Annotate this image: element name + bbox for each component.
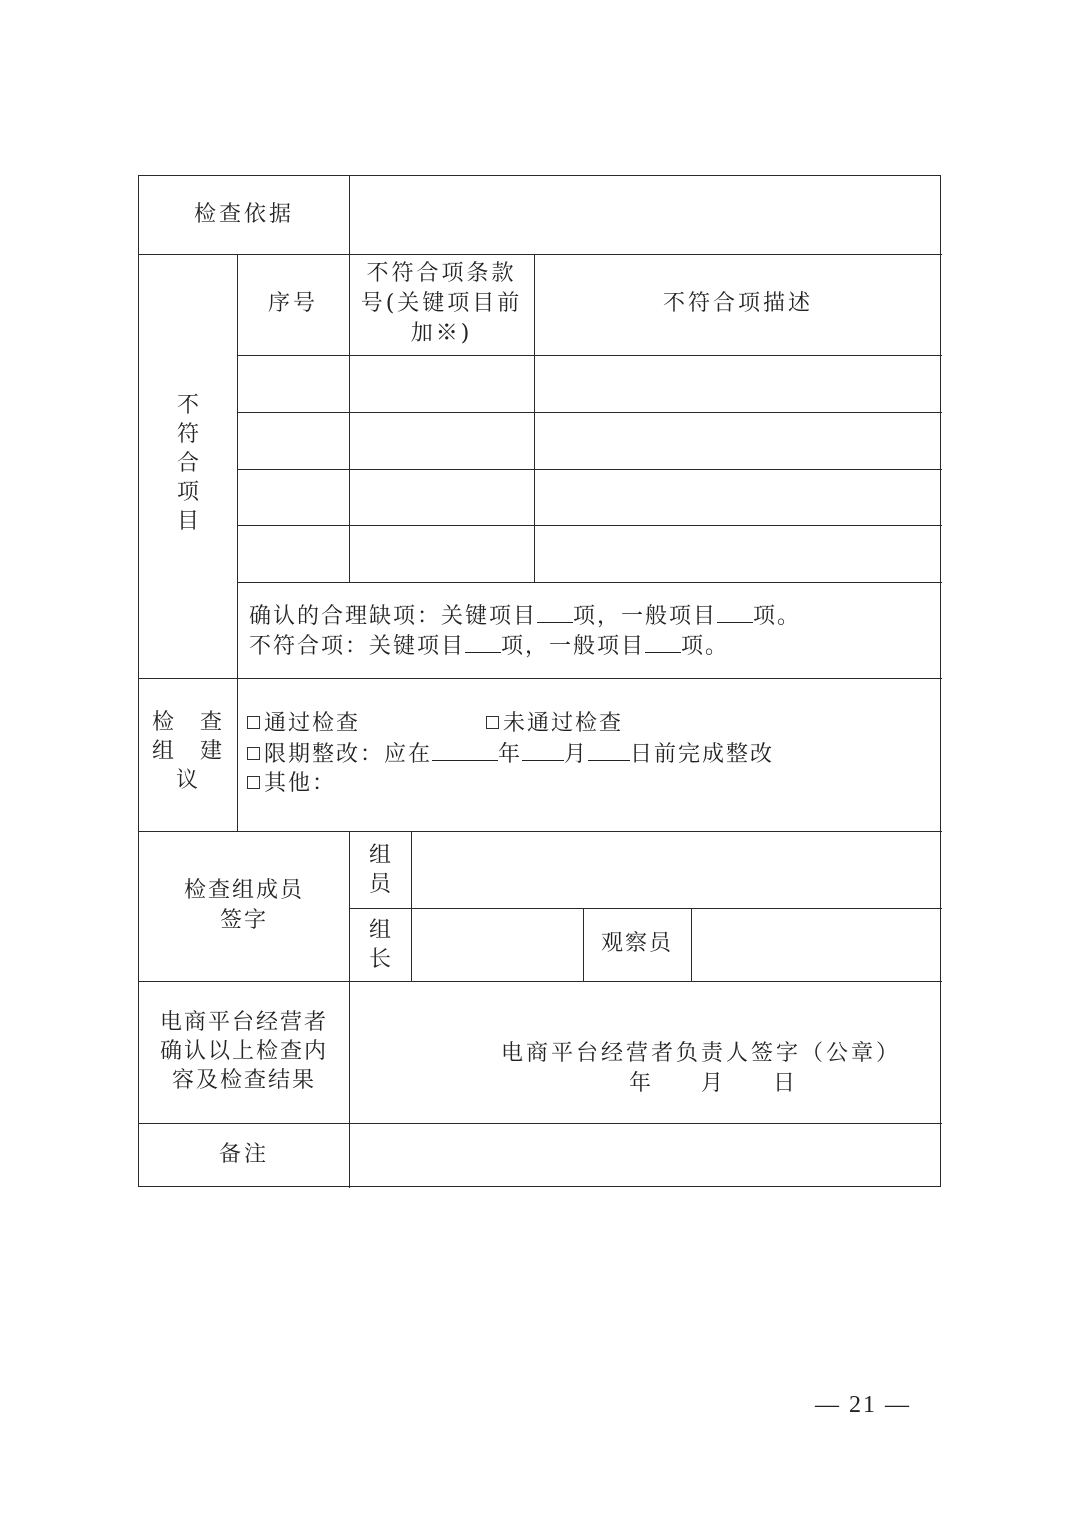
option-pass[interactable]: 通过检查 (247, 711, 360, 736)
summary-line-2: 不符合项：关键项目 项，一般项目 项。 (249, 630, 729, 662)
remarks-field[interactable] (351, 1125, 940, 1186)
table-cell[interactable] (239, 527, 347, 581)
member-label: 组 员 (368, 843, 391, 897)
leader-label: 组 长 (368, 918, 391, 972)
observer-label: 观察员 (600, 931, 673, 956)
blank-field[interactable] (522, 738, 564, 761)
row-divider (237, 582, 942, 583)
leader-sign-field[interactable] (413, 910, 581, 979)
option-other[interactable]: 其他： (247, 769, 774, 798)
inspection-form-table (138, 175, 941, 1187)
table-cell[interactable] (536, 357, 940, 411)
blank-field[interactable] (645, 630, 681, 653)
operator-sign-area[interactable] (351, 983, 940, 1121)
blank-field[interactable] (465, 630, 501, 653)
advice-label: 检 查 组 建 议 (151, 710, 224, 793)
option-fail[interactable]: 未通过检查 (486, 711, 623, 736)
basis-input-cell[interactable] (351, 178, 940, 252)
checkbox-icon[interactable] (247, 716, 260, 729)
row-divider (139, 678, 942, 679)
summary-line-1: 确认的合理缺项：关键项目 项，一般项目 项。 (249, 600, 801, 632)
blank-field[interactable] (588, 738, 630, 761)
table-cell[interactable] (239, 414, 347, 468)
table-cell[interactable] (536, 471, 940, 524)
checkbox-icon[interactable] (247, 747, 260, 760)
remarks-label: 备注 (218, 1142, 269, 1167)
basis-label: 检查依据 (193, 202, 294, 227)
table-cell[interactable] (351, 414, 533, 468)
table-cell[interactable] (536, 527, 940, 581)
members-sign-label: 检查组成员 签字 (183, 878, 304, 933)
checkbox-icon[interactable] (486, 716, 499, 729)
table-cell[interactable] (351, 527, 533, 581)
row-divider (139, 254, 942, 255)
advice-options (247, 709, 774, 798)
date-line: 年 月 日 (629, 1071, 796, 1096)
blank-field[interactable] (537, 600, 573, 623)
table-cell[interactable] (351, 471, 533, 524)
operator-sign-text: 电商平台经营者负责人签字（公章） (501, 1041, 902, 1066)
checkbox-icon[interactable] (247, 776, 260, 789)
table-cell[interactable] (536, 414, 940, 468)
col-desc-header: 不符合项描述 (662, 291, 813, 316)
member-sign-field[interactable] (413, 833, 940, 906)
blank-field[interactable] (432, 738, 498, 761)
observer-sign-field[interactable] (693, 910, 940, 979)
option-deadline[interactable]: 限期整改：应在 年 月 日前完成整改 (247, 738, 774, 769)
table-cell[interactable] (239, 471, 347, 524)
table-cell[interactable] (239, 357, 347, 411)
table-cell[interactable] (351, 357, 533, 411)
col-clause-header: 不符合项条款 号(关键项目前 加※) (360, 261, 523, 346)
page-number: — 21 — (815, 1392, 911, 1418)
operator-confirm-label: 电商平台经营者 确认以上检查内 容及检查结果 (159, 1010, 328, 1093)
nc-section-label: 不 符 合 项 目 (176, 393, 199, 534)
col-seq-header: 序号 (267, 291, 318, 316)
blank-field[interactable] (717, 600, 753, 623)
